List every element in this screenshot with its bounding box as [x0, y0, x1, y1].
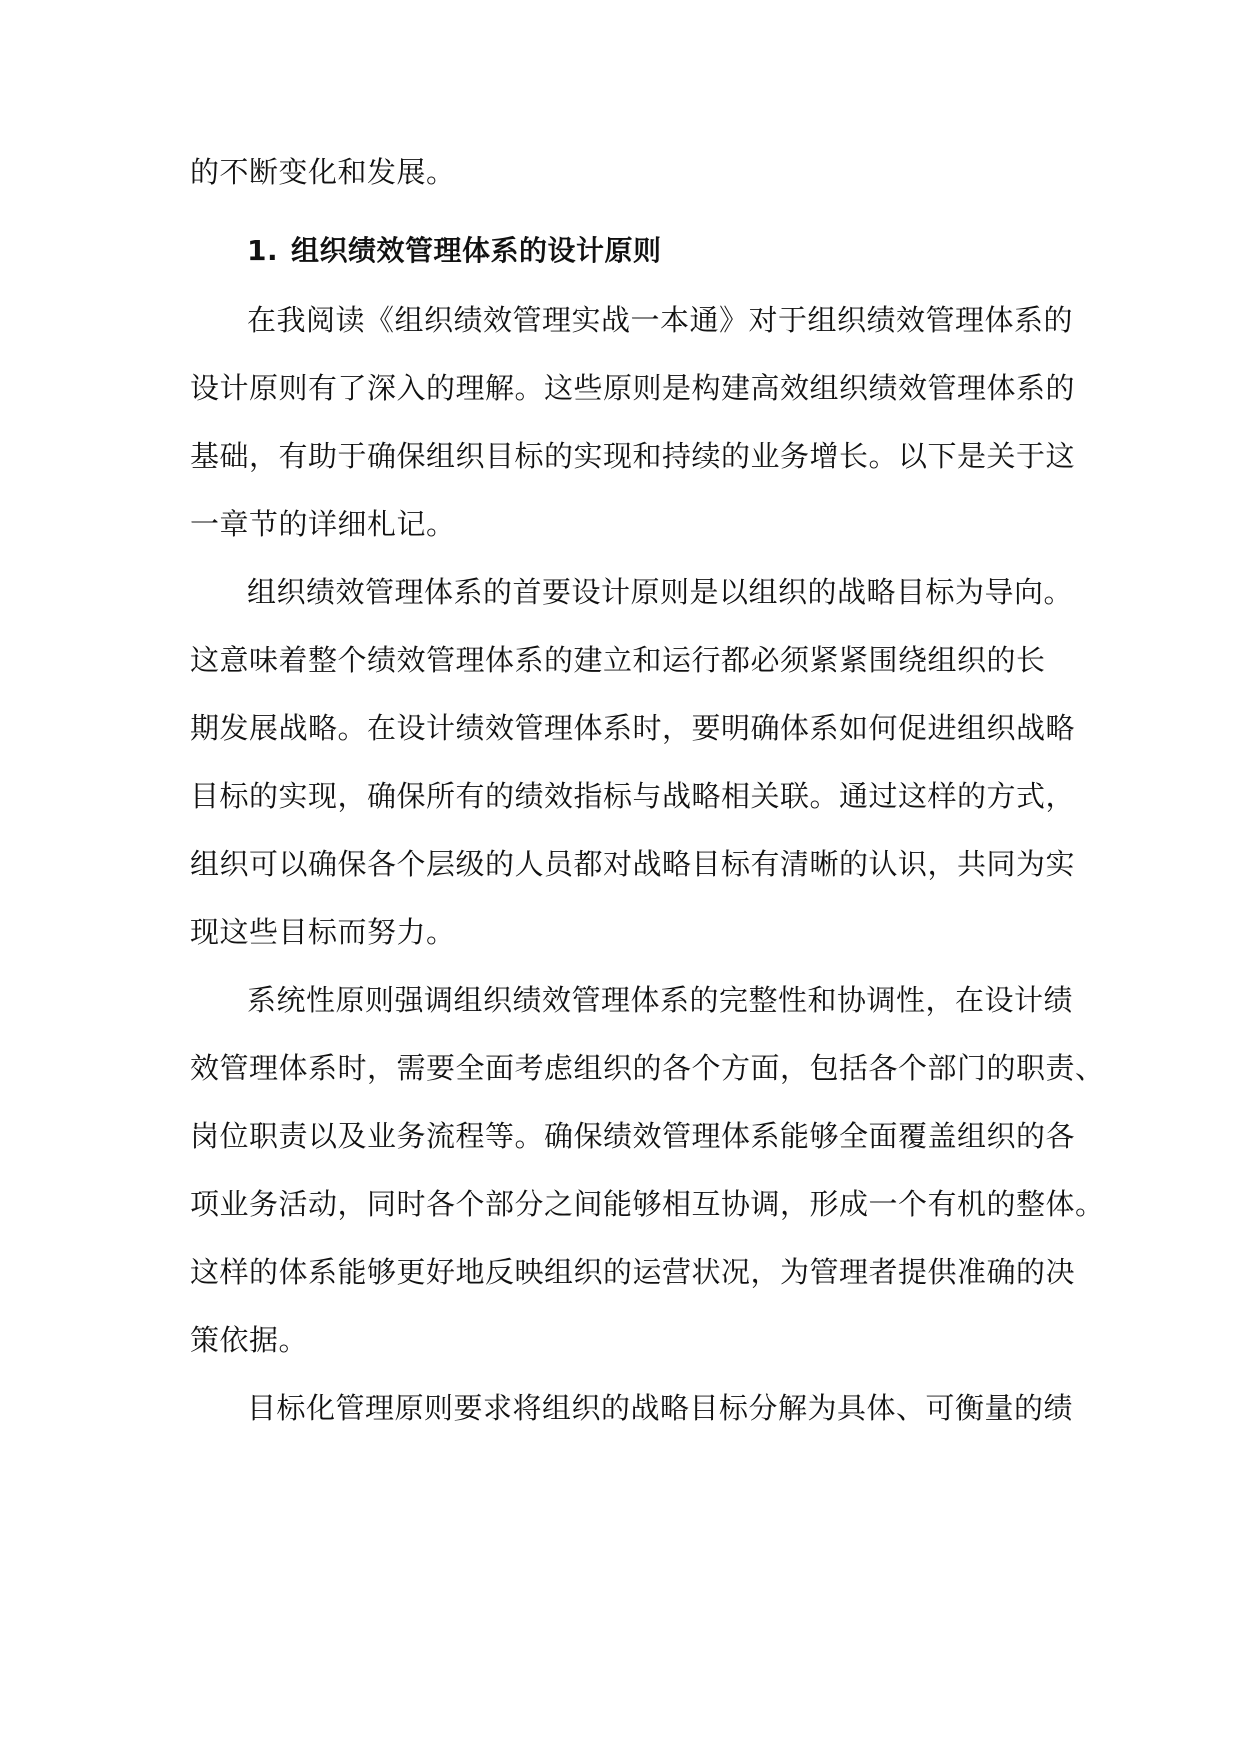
text-line: 设计原则有了深入的理解。这些原则是构建高效组织绩效管理体系的 — [190, 371, 1076, 405]
text-line: 目标的实现，确保所有的绩效指标与战略相关联。通过这样的方式， — [190, 779, 1076, 813]
text-line: 系统性原则强调组织绩效管理体系的完整性和协调性，在设计绩 — [247, 983, 1074, 1017]
text-line: 岗位职责以及业务流程等。确保绩效管理体系能够全面覆盖组织的各 — [190, 1119, 1076, 1153]
heading-number: 1. — [247, 234, 279, 267]
text-line: 目标化管理原则要求将组织的战略目标分解为具体、可衡量的绩 — [247, 1391, 1074, 1425]
section-heading — [247, 231, 662, 271]
text-line: 这样的体系能够更好地反映组织的运营状况，为管理者提供准确的决 — [190, 1255, 1076, 1289]
text-line: 项业务活动，同时各个部分之间能够相互协调，形成一个有机的整体。 — [190, 1187, 1105, 1221]
text-line: 策依据。 — [190, 1323, 309, 1357]
text-line: 现这些目标而努力。 — [190, 915, 456, 949]
text-line: 效管理体系时，需要全面考虑组织的各个方面，包括各个部门的职责、 — [190, 1051, 1105, 1085]
text-line: 组织绩效管理体系的首要设计原则是以组织的战略目标为导向。 — [247, 575, 1074, 609]
text-line: 一章节的详细札记。 — [190, 507, 456, 541]
text-line: 期发展战略。在设计绩效管理体系时，要明确体系如何促进组织战略 — [190, 711, 1076, 745]
text-line: 的不断变化和发展。 — [190, 155, 456, 189]
text-line: 基础，有助于确保组织目标的实现和持续的业务增长。以下是关于这 — [190, 439, 1076, 473]
text-line: 在我阅读《组织绩效管理实战一本通》对于组织绩效管理体系的 — [247, 303, 1074, 337]
text-line: 组织可以确保各个层级的人员都对战略目标有清晰的认识，共同为实 — [190, 847, 1076, 881]
heading-text: 组织绩效管理体系的设计原则 — [291, 234, 662, 267]
text-line: 这意味着整个绩效管理体系的建立和运行都必须紧紧围绕组织的长 — [190, 643, 1046, 677]
